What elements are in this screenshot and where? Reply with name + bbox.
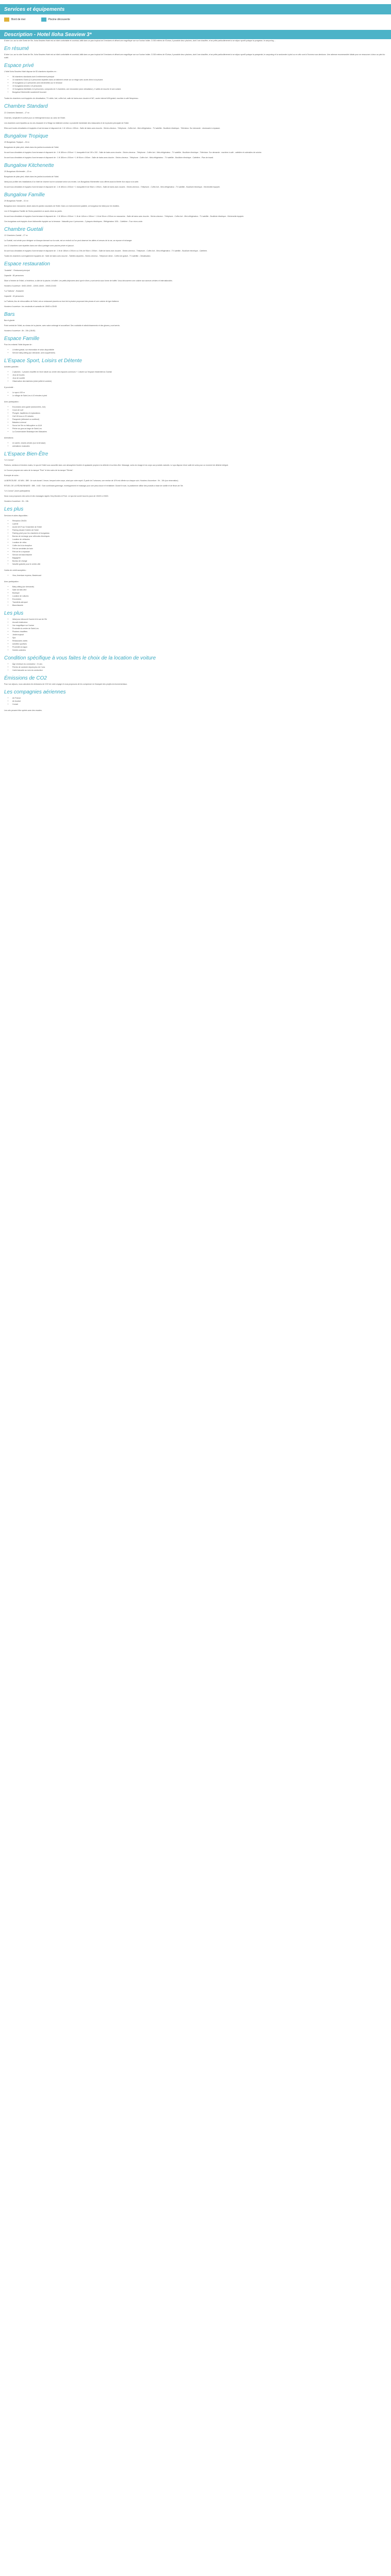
bungalow-famille-text: Ils sont tous climatisés et équipés d'une terrasse et disposent de : 1 lit 180cm x 200cm + 1 lit de 140cm x 190cm + 1 lit de 90cm x 200cm en mezzanine - Salle de bains avec douche - Sèche-cheveux - Téléphone - Coffre-fort - Mini-réfrigérateur - TV satellite - Bouilloire électrique - Kitchenette équipée. — [4, 215, 245, 218]
animations-intro: Animations : — [4, 437, 14, 439]
bar-text: Point central de l'hôtel, au niveau de la piscine, avec salon ombragé et accueillant. Des cocktails et rafraîchissements et des glaces y sont servis. — [4, 324, 120, 327]
les-plus-title: Les plus — [4, 506, 24, 513]
list-item: • Location de voitures — [12, 595, 387, 598]
list-item: • Jardin tropical — [12, 633, 387, 636]
list-item: • 56 chambres standards dont 6 entièrement principal — [12, 75, 387, 78]
list-item: • Balades à cheval — [12, 421, 387, 424]
list-item: • Boutique — [12, 591, 387, 595]
list-item: • Cours de surf — [12, 409, 387, 412]
list-item: • 10 bungalows kreoles 4-5 personnes — [12, 84, 387, 88]
chambre-standard-text: Les chambres sont réparties au rez-de-chaussée et à l'étage du bâtiment central, à proximité immédiate des restaurants et de la piscine principale de l'hôtel. — [4, 122, 129, 124]
list-item: • Golf 18 trous à 20 minutes — [12, 415, 387, 418]
restaurant-name: "Arabelle" - Restaurant principal — [4, 269, 30, 272]
list-item: • Carte bancaire au nom du conducteur — [12, 669, 387, 672]
list-item: • Activités sportives — [12, 642, 387, 646]
bien-etre-text: Parfums, senteurs et tendres mains, le spa de l'hôtel vous accueille dans une atmosphère feutrée et apaisante propice à la détente et au bien-être. Massage, soins du visage et du corps aux produits naturels. Le spa dispose d'une salle de soins pour un moment de détente intégral. — [4, 464, 229, 467]
chambre-guetali-sub: 12 Chambres Guetali – 27 m² — [4, 234, 28, 237]
list-item: • Bureau de change — [12, 560, 387, 563]
bord-de-mer-icon — [4, 18, 9, 22]
list-item: • Transferts aéroport — [12, 601, 387, 604]
sport-paid-intro: À proximité : — [4, 386, 14, 389]
list-item: • Proximité du lagon — [12, 646, 387, 649]
restaurant-text: Situé à l'entrée de l'hôtel, à l'extérieur, à côté de la piscine, le buffet. Les petits-déjeuners ainsi que le dîner y sont servis sous forme de buffet. Vous découvrirez une cuisine aux saveurs créoles et internationales. — [4, 279, 173, 282]
trattoria-hours: Horaires d'ouverture : les vendredis et samedis de 18h00 à 22h30 — [4, 305, 57, 308]
payant-intro: Avec participation : — [4, 580, 20, 583]
list-item: • Restaurants variés — [12, 639, 387, 642]
list-item: • 20 bungalows (2-3 personnes avec kitchenette) sur le terrasse — [12, 81, 387, 84]
bungalow-tropique-text: Ils sont tous climatisés et équipés d'une terrasse et disposent de : 1 lit 180cm x 200cm + 1 banquette lit de 190 x 200 - Salle de bains avec douche - Sèche-cheveux - Téléphone - Coffre-fort - Mini-réfrigérateur - TV satellite - Bouilloire électrique - Télévision. Sur demande : machine à café - cafetière et ustensiles de cuisine. — [4, 151, 262, 154]
list-item: • Proximité du centre de Saint-Leu — [12, 627, 387, 630]
bungalow-famille-sub: 20 Bungalows Famille – 51 m² — [4, 200, 29, 202]
list-item: • Pêche au gros au large de Saint-Leu — [12, 427, 387, 430]
description-header-bar — [0, 30, 391, 39]
list-item: • Blanchisserie — [12, 604, 387, 607]
list-item: • Air Austral — [12, 700, 387, 703]
bungalow-tropique-text: Ils sont tous climatisés et équipés d'une terrasse et disposent de : 1 lit 180cm x 200cm + 1 lit 90cm x 190cm - Salle de bains avec douche - Sèche-cheveux - Téléphone - Coffre-fort - Mini-réfrigérateur - TV satellite - Bouilloire électrique - Cafetière - Plan de travail. — [4, 156, 214, 159]
conditions-list — [4, 663, 387, 672]
list-item: • Jeux de boules — [12, 374, 387, 377]
list-item: • Plongée, baptêmes et explorations — [12, 412, 387, 415]
list-item: • Lit bébé gratuit, sur réservation et selon disponibilité — [12, 348, 387, 351]
cocoon2-sub: "Le Cocoon" (zone participative) — [4, 490, 30, 493]
cocoon2-hours: Horaires d'ouverture : 9h - 19h — [4, 500, 29, 503]
restaurant-capacity: Capacité : 80 personnes — [4, 274, 24, 277]
list-item: • Le village de Saint-Leu à 10 minutes à pied — [12, 394, 387, 397]
list-item: • Accès Wi-Fi sur l'ensemble de l'hôtel — [12, 526, 387, 529]
en-resume-title: En résumé — [4, 46, 29, 52]
list-item: • Salle de bien-être — [12, 588, 387, 591]
filter-label: Bord de mer — [11, 18, 26, 21]
espace-sport-title: L'Espace Sport, Loisirs et Détente — [4, 358, 82, 364]
compagnies-note: Les vols peuvent être opérés avec des escales. — [4, 709, 42, 712]
list-item: • Navette gratuite pour le centre-ville — [12, 563, 387, 566]
chambre-standard-text: Elles sont toutes climatisées et équipées d'une terrasse et disposent de: 1 lit 140cm x 190cm - Salle de bains avec douche - Sèche-cheveux - Téléphone - Coffre-fort - Mini-réfrigérateur - TV satellite - Bouilloire électrique - Télévision. Sur demande : nécessaire à repasser. — [4, 127, 221, 129]
filters-row — [0, 14, 391, 25]
list-item: • Piscines chauffées — [12, 630, 387, 633]
bungalow-famille-text: Ces bungalows sont équipés d'une kitchenette équipée sur la terrasse : Vaisselle pour 4 personnes - 2 plaques électriques - Réfrigérateur 100L - Cafetière - Four micro-onde. — [4, 221, 143, 223]
trattoria-name: "La Trattoria" - Brasserie — [4, 290, 24, 292]
chambre-guetali-text: La Guetali, mot créole pour désigner un kiosque donnant sur la route, est un endroit où l'on peut observer les allées et venues de la rue, se reposer et échanger. — [4, 240, 133, 242]
list-item: • Âge minimum du conducteur : 21 ans — [12, 663, 387, 666]
piscine-icon — [41, 18, 46, 22]
list-item: • Coffre-fort à la réception — [12, 544, 387, 547]
list-item: • Service de blanchisserie — [12, 553, 387, 556]
chambre-guetali-text: Toutes les chambres sont également équipées de : Salle de bains avec douche - Toilettes séparées - Sèche-cheveux - Téléphone direct - Coffre-fort gratuit - TV satellite - Climatisation. — [4, 255, 151, 258]
bungalow-tropique-text: Bungalows de plain-pied, situés dans les jardins luxuriants de l'hôtel. — [4, 146, 59, 148]
bungalow-kitchenette-title: Bungalow Kitchenette — [4, 162, 54, 168]
list-item: • Parapente (débutant ou confirmé) — [12, 418, 387, 421]
chambre-standard-title: Chambre Standard — [4, 104, 48, 110]
cards-intro: Cartes de crédit acceptées : — [4, 569, 27, 571]
list-item: • Réception 24h/24 — [12, 519, 387, 522]
sport-intro: Activités gratuites : — [4, 366, 20, 368]
description-title: Description - Hotel Iloha Seaview 3* — [4, 31, 92, 38]
list-item: • Parking devant l'entrée de l'hôtel — [12, 529, 387, 532]
list-item: • Bungalow Kitchenette soustremrit bouvant — [12, 91, 387, 94]
chambre-guetali-title: Chambre Guetali — [4, 227, 43, 233]
list-item: • Soirées animées — [12, 649, 387, 652]
espace-restauration-title: Espace restauration — [4, 261, 50, 267]
filter-label: Piscine découverte — [48, 18, 70, 21]
list-item: • Prêt de serviettes de bain — [12, 547, 387, 550]
bien-etre-example: Exemple de soins : — [4, 474, 20, 477]
list-item: • Air France — [12, 697, 387, 700]
list-item: • Permis de conduire depuis plus de 2 ans — [12, 666, 387, 669]
services-header-bar — [0, 4, 391, 14]
info-list — [4, 618, 387, 652]
sport-paid-list — [4, 391, 387, 397]
chambre-standard-sub: 22 Chambres Standard – 17 m² — [4, 111, 30, 114]
list-item: • 2 piscines : 1 piscine chauffée en hiver située au centre des espaces communs + 1 située sur l'espace résidentiel du Guetali. — [12, 370, 387, 374]
en-resume-text: À faire Lux, sur la côte Ouest de l'île, Iloha Seaview Hotel est un hôtel confortable et convivial, bâtit dans un parc tropical de 3 hectares et offrant une magnifique vue sur l'océan Indien. À 300 mètres de l'Océan, il possède deux piscines, dont l'une chauffée, et se prête particulièrement à se séjour sportif puisque la parapente, le canyoning et la randonnée à pied ou en vélo sont à l'honneur aux alentours. Une adresse recommandée idéale pour se ressourcer à deux au pied du soleil. — [4, 54, 385, 59]
list-item: • 10 chambres Grand (2-4 personnes réparties dans un bâtiment créole sur un étage avec accès direct à la piscine. — [12, 78, 387, 81]
list-item: • en soirée, chants créoles (sur la terrasse) — [12, 442, 387, 445]
services-title: Services et équipements — [4, 6, 65, 12]
list-item: • Service baby-sitting (sur demande, avec supplément) — [12, 351, 387, 354]
list-item: • Parking privé pour les chambres et bungalows — [12, 532, 387, 535]
plus-list — [4, 519, 387, 566]
bien-etre-text: Le Cocoon propose ses soins de la marque "Pure" et des soins de la marque "Elemis". — [4, 469, 74, 472]
espace-prive-list — [4, 75, 387, 94]
bars-title: Bars — [4, 311, 15, 317]
restaurant-hours: Horaires d'ouverture : 6h00-10h00 - 12h00-14h00 - 19h00-21h30 — [4, 284, 56, 287]
bar-name: Bar et glacier — [4, 319, 15, 321]
conditions-title: Condition spécifique à vous faites le choix de la location de voiture — [4, 655, 156, 661]
bungalow-kitchenette-text: Bungalows de plain-pied, situés dans les jardins luxuriants de l'hôtel. — [4, 176, 59, 178]
espace-famille-title: Espace Famille — [4, 335, 40, 342]
list-item: • Location de vélos — [12, 541, 387, 544]
bungalow-kitchenette-sub: 20 Bungalows Kitchenette – 32 m² — [4, 171, 32, 173]
emissions-title: Émissions de CO2 — [4, 675, 47, 682]
bien-etre-sub: "Le Cocoon" — [4, 459, 14, 462]
list-item: • Accueil chaleureux — [12, 621, 387, 624]
cocoon2-text: Nous vous proposons des soins et des massages signés Cinq Mondes et Pure. Le spa est ouvert tous les jours de 10h00 à 19h00. — [4, 495, 109, 498]
list-item: • Jeux de société — [12, 377, 387, 380]
participation-list — [4, 405, 387, 433]
list-item: • Visa, American express, Mastercard — [12, 574, 387, 577]
payant-list — [4, 585, 387, 607]
filter-bord-de-mer[interactable] — [4, 18, 26, 22]
emissions-text: Pour vos séjours, nous calculons les émissions de CO2 de votre voyage et vous proposons de les compenser en finançant des projets environnementaux. — [4, 683, 128, 686]
sport-list — [4, 370, 387, 383]
bungalow-famille-title: Bungalow Famille — [4, 192, 45, 198]
trattoria-text: La Trattoria, lieu de retrouvailles de l'hôtel, est un restaurant pizzeria au bord de la piscine proposant des pizzas et une cuisine de type italienne. — [4, 300, 120, 302]
description-content — [0, 39, 391, 712]
list-item: • Corsair — [12, 703, 387, 706]
list-item: • Spa — [12, 636, 387, 639]
info-title: Les plus — [4, 610, 24, 616]
list-item: • Excursions — [12, 598, 387, 601]
famille-list — [4, 348, 387, 354]
espace-prive-title: Espace privé — [4, 63, 34, 69]
espace-prive-note: Toutes les chambres sont équipées de climatisation, TV câble, fuel, coffre-fort, salle de bains avec douche et WC, accès internet Wifi gratuit, machine à café Nespresso. — [4, 97, 139, 100]
list-item: • Baby-sitting (sur demande) — [12, 585, 387, 588]
bungalow-tropique-sub: 20 Bungalows Tropique – 34 m² — [4, 141, 30, 143]
chambre-standard-text: Charmes, simplicité et confort pour un hébergement doux au cœur de l'hôtel. — [4, 116, 66, 119]
list-item: • Le spa à 100 m — [12, 391, 387, 394]
list-item: • Bagagerie — [12, 556, 387, 560]
list-item: • Vue magnifique sur l'océan — [12, 624, 387, 627]
list-item: • Survol de l'île en hélicoptère ou ULM — [12, 424, 387, 427]
list-item: • Location de véhicules — [12, 538, 387, 541]
participation-intro: Avec participation : — [4, 401, 20, 403]
bien-etre-title: L'Espace Bien-Être — [4, 451, 48, 457]
bungalow-kitchenette-text: Ils sont tous climatisés et équipés d'une terrasse et disposent de : 1 lit 180cm x 200cm + 1 banquette lit de 90cm x 190cm - Salle de bains avec douche - Sèche-cheveux - Téléphone - Coffre-fort - Mini-réfrigérateur - TV satellite - Bouilloire électrique - Kitchenette équipée. — [4, 186, 220, 189]
intro-text: À faire Lux, sur la côte Ouest de l'île, Iloha Seaview Hotel est un hôtel confortable et convivial, bâtit dans un parc tropical de 3 hectares et offrant une magnifique vue sur l'océan Indien. À 300 mètres de l'Océan, il possède deux piscines, dont l'une chauffée, et se prête particulièrement à se séjour sportif puisque la pongesse, le canyoning ... — [4, 40, 276, 42]
bungalow-tropique-title: Bungalow Tropique — [4, 133, 48, 139]
bar-hours: Horaires d'ouverture : 8h - 20h (13h30) — [4, 329, 36, 332]
list-item: • 10 bungalows familiales 4-6 personnes, composés de 2 chambres, une mezzanine (avec climatiseur), 2 salles de douche et une cuisine. — [12, 88, 387, 91]
famille-text: Pour les enfants l'hôtel dispose de : — [4, 344, 33, 346]
list-item: • Laverie — [12, 522, 387, 526]
list-item: • Excursions avec guide (randonnées, 4x4) — [12, 405, 387, 409]
plus-intro: Services et aides disponibles : — [4, 514, 29, 517]
trattoria-capacity: Capacité : 40 personnes — [4, 295, 24, 297]
bien-etre-more: RITUEL DE LA RÉUNIONNAISE : 85€ - 1h30 : Soin combinant gommage, enveloppement et massage pour une peau douce et revitalisée. Durant le soin, la praticienne utilise des produits à base de vanille et de fleurs de l'île. — [4, 485, 184, 487]
bien-etre-detail: LA BERCEUSE - 60 MIN - 85€ : Un soin durant 1 heure, berçant votre corps, ainsi que votre esprit. À partir de 2 séances, une remise de 10% est offerte sur chaque soin. Horaires d'ouverture : 9h - 19h (sur réservation). — [4, 480, 179, 482]
list-item: • animations musicales — [12, 445, 387, 448]
compagnies-title: Les compagnies aériennes — [4, 689, 66, 696]
chambre-guetali-text: Ils sont tous climatisés et équipés d'une terrasse et disposent de : 1 lit de 180cm x 200cm ou 2 lits de 90cm x 200cm - Salle de bains avec douche - Sèche-cheveux - Téléphone - Coffre-fort - Mini-réfrigérateur - TV satellite - Bouilloire électrique - Cafetière. — [4, 250, 208, 252]
animations-list — [4, 442, 387, 448]
chambre-guetali-text: Les 12 chambres sont réparties dans une villa à partager avec piscine privée et jacuzzi. — [4, 245, 74, 247]
list-item: • La Conservatoire Botanique des Mascarins — [12, 430, 387, 433]
list-item: • Idéal pour découvrir l'ouest et le sud de l'île — [12, 618, 387, 621]
espace-prive-text: L'hôtel Iloha Seaview Hotel dispose de 83 chambres réparties en : — [4, 71, 57, 73]
list-item: • Prêt de fer à repasser — [12, 550, 387, 553]
bungalow-kitchenette-text: Idéal pour profiter des installations d'un hôtel de charme tout en cuisinant selon vos envies. Les Bungalows Kitchenette vous offrent aussi la liberté d'un séjour à la carte. — [4, 181, 139, 183]
list-item: • Bornes de recharge pour véhicules électriques — [12, 535, 387, 538]
compagnies-list — [4, 697, 387, 706]
bungalow-famille-text: Les 10 Bungalows Famille de l'Iloha possèdent un accès direct au jardin. — [4, 210, 62, 213]
cards-list — [4, 574, 387, 577]
filter-piscine[interactable] — [41, 18, 70, 22]
bungalow-famille-text: Bungalow avec mezzanine, situés dans les jardins luxuriants de l'hôtel. Dans un environnement paisible, ce bungalow est idéal pour les familles. — [4, 205, 120, 208]
list-item: • Observation des baleines (entre juillet et octobre) — [12, 380, 387, 383]
